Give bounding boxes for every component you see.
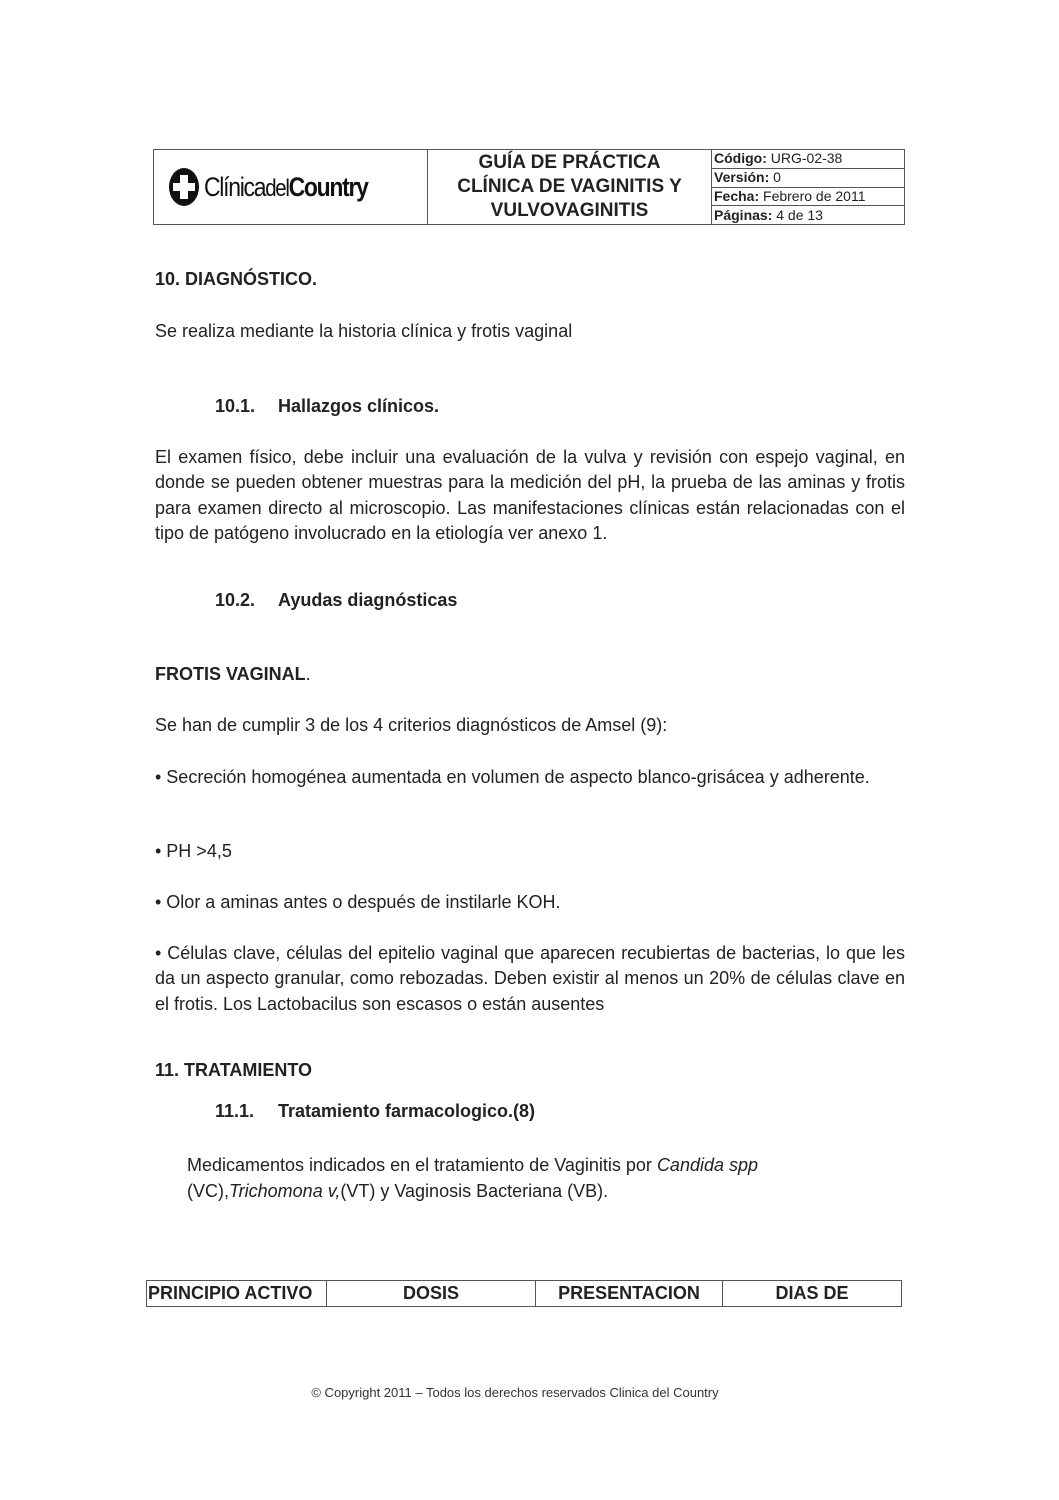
- version-label: Versión:: [714, 169, 770, 186]
- subsection-number: 11.1.: [215, 1101, 255, 1121]
- pages-value: 4 de 13: [776, 206, 823, 223]
- paragraph: El examen físico, debe incluir una evaluación de la vulva y revisión con espejo vaginal, en donde se pueden obtener muestras para la medición del pH, la prueba de las aminas y frotis para examen directo al microscopio. Las manifestaciones clínicas están relacionadas con el tipo de patógeno involucrado en la etiología ver anexo 1.: [155, 447, 905, 543]
- frotis-label: FROTIS VAGINAL: [155, 664, 306, 684]
- document-title: [428, 150, 712, 225]
- text: (VC),: [187, 1180, 229, 1201]
- column-header: DIAS DE: [723, 1281, 902, 1307]
- italic-text: Trichomona v,: [229, 1180, 341, 1201]
- table-header-row: [147, 1281, 902, 1307]
- logo-cell: [154, 150, 428, 225]
- italic-text: Candida spp: [656, 1155, 759, 1175]
- title-line: CLÍNICA DE VAGINITIS Y: [457, 176, 682, 197]
- title-line: VULVOVAGINITIS: [490, 200, 649, 221]
- text: Medicamentos indicados en el tratamiento de Vaginitis por: [187, 1155, 657, 1175]
- bullet-item: • Olor a aminas antes o después de instilarle KOH.: [155, 892, 561, 912]
- column-header: DOSIS: [327, 1281, 536, 1307]
- subsection-number: 10.1.: [215, 396, 256, 416]
- subsection-heading: Hallazgos clínicos.: [278, 396, 440, 416]
- pages-field: [712, 206, 905, 225]
- title-line: GUÍA DE PRÁCTICA: [478, 152, 661, 173]
- bullet-item: • PH >4,5: [155, 841, 232, 861]
- date-label: Fecha:: [714, 187, 760, 204]
- subsection-heading: Ayudas diagnósticas: [278, 590, 458, 610]
- section-heading: 10. DIAGNÓSTICO.: [155, 269, 318, 289]
- bullet-item: • Células clave, células del epitelio vaginal que aparecen recubiertas de bacterias, lo que les da un aspecto granular, como rebozadas. Deben existir al menos un 20% de células clave en el frotis. Los Lactobacilus son escasos o están ausentes: [155, 943, 905, 1014]
- logo-text: Country: [288, 171, 368, 202]
- logo-text: Clínica: [204, 171, 266, 202]
- paragraph: Se realiza mediante la historia clínica y frotis vaginal: [155, 321, 573, 341]
- code-field: [712, 150, 905, 169]
- date-field: [712, 187, 905, 206]
- column-header: PRINCIPIO ACTIVO: [147, 1281, 327, 1307]
- pages-label: Páginas:: [714, 206, 773, 223]
- column-header: PRESENTACION: [536, 1281, 723, 1307]
- footer-copyright: © Copyright 2011 – Todos los derechos reservados Clinica del Country: [311, 1385, 719, 1400]
- clinic-cross-logo-icon: [168, 167, 200, 207]
- bullet-item: • Secreción homogénea aumentada en volumen de aspecto blanco-grisácea y adherente.: [155, 767, 870, 787]
- date-value: Febrero de 2011: [763, 187, 866, 204]
- document-header: [153, 149, 905, 225]
- medication-table: [146, 1280, 902, 1307]
- frotis-heading: [155, 664, 311, 685]
- section-heading: 11. TRATAMIENTO: [155, 1060, 313, 1080]
- logo-text: del: [265, 174, 289, 202]
- frotis-dot: .: [305, 664, 311, 684]
- paragraph: [187, 1153, 827, 1204]
- subsection-number: 10.2.: [215, 590, 256, 610]
- code-value: URG-02-38: [770, 150, 843, 167]
- code-label: Código:: [714, 150, 767, 167]
- subsection-heading: Tratamiento farmacologico.(8): [278, 1101, 536, 1121]
- version-field: [712, 168, 905, 187]
- version-value: 0: [773, 169, 781, 186]
- text: (VT) y Vaginosis Bacteriana (VB).: [340, 1180, 609, 1201]
- paragraph: Se han de cumplir 3 de los 4 criterios diagnósticos de Amsel (9):: [155, 715, 668, 735]
